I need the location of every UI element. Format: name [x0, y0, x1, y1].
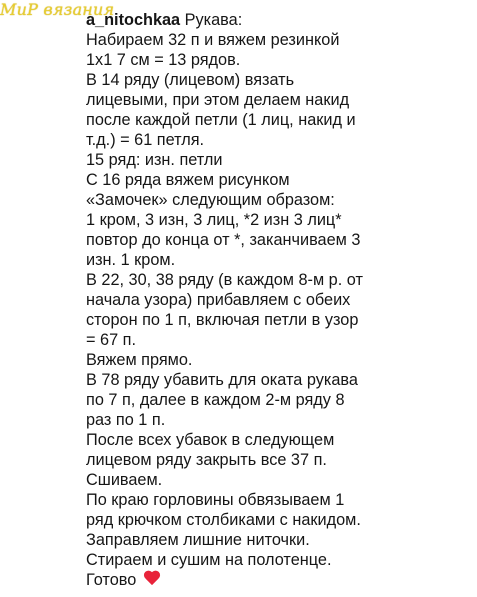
caption-title: Рукава: — [180, 11, 243, 29]
caption-line: = 67 п. — [86, 331, 137, 349]
caption-line: По краю горловины обвязываем 1 — [86, 491, 345, 509]
caption-line: по 7 п, далее в каждом 2-м ряду 8 — [86, 391, 345, 409]
caption-line: 1 кром, 3 изн, 3 лиц, *2 изн 3 лиц* — [86, 211, 342, 229]
caption-line: Заправляем лишние ниточки. — [86, 531, 310, 549]
username-link[interactable]: a_nitochkaa — [86, 11, 181, 29]
caption-line: лицевыми, при этом делаем накид — [86, 91, 350, 109]
caption-line: лицевом ряду закрыть все 37 п. — [86, 451, 327, 469]
caption-final-text: Готово — [86, 571, 141, 589]
caption-line: Вяжем прямо. — [86, 351, 193, 369]
caption-line: 1х1 7 см = 13 рядов. — [86, 51, 241, 69]
caption-line: ряд крючком столбиками с накидом. — [86, 511, 361, 529]
caption-line: В 78 ряду убавить для оката рукава — [86, 371, 358, 389]
caption-line: После всех убавок в следующем — [86, 431, 335, 449]
caption-line: В 14 ряду (лицевом) вязать — [86, 71, 295, 89]
caption-line: С 16 ряда вяжем рисунком — [86, 171, 290, 189]
caption-line: т.д.) = 61 петля. — [86, 131, 205, 149]
caption-line: изн. 1 кром. — [86, 251, 176, 269]
caption-final-line — [86, 570, 472, 590]
caption-line: Стираем и сушим на полотенце. — [86, 551, 332, 569]
caption-line: В 22, 30, 38 ряду (в каждом 8-м р. от — [86, 271, 363, 289]
caption-line: Набираем 32 п и вяжем резинкой — [86, 31, 340, 49]
caption-line: начала узора) прибавляем с обеих — [86, 291, 351, 309]
watermark-logo: МиР вязания — [0, 0, 115, 19]
caption-line: «Замочек» следующим образом: — [86, 191, 335, 209]
caption-line: Сшиваем. — [86, 471, 163, 489]
caption-line: сторон по 1 п, включая петли в узор — [86, 311, 359, 329]
caption-line: 15 ряд: изн. петли — [86, 151, 223, 169]
caption-line: после каждой петли (1 лиц, накид и — [86, 111, 356, 129]
post-caption — [86, 10, 472, 590]
caption-body — [86, 30, 472, 570]
caption-line: повтор до конца от *, заканчиваем 3 — [86, 231, 361, 249]
caption-line: раз по 1 п. — [86, 411, 166, 429]
caption-first-line — [86, 10, 472, 30]
red-heart-icon — [143, 570, 161, 587]
